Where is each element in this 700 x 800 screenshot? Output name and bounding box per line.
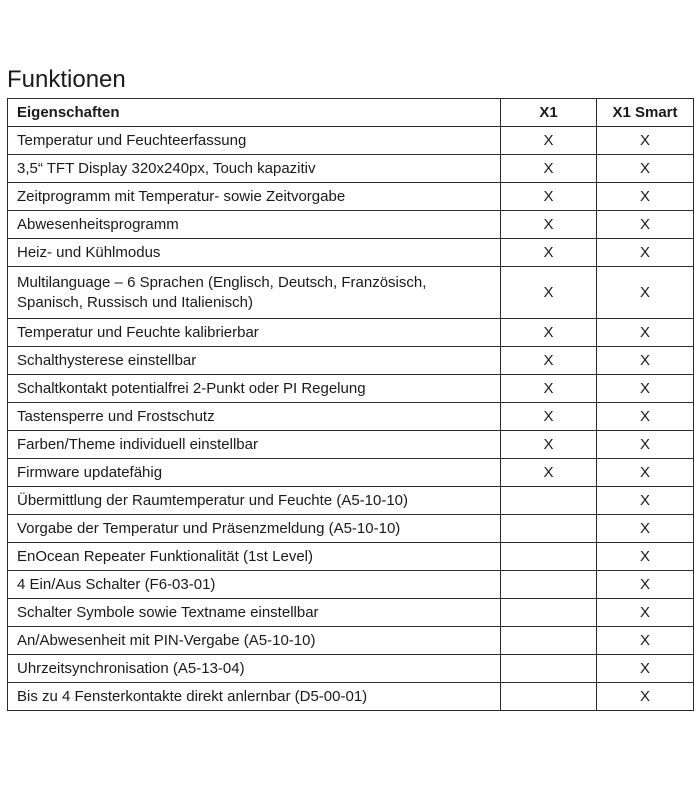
feature-cell: Firmware updatefähig: [8, 459, 501, 487]
features-table: [7, 98, 694, 711]
feature-cell: EnOcean Repeater Funktionalität (1st Level): [8, 543, 501, 571]
x1-mark-cell: X: [501, 403, 597, 431]
x1-mark-cell: X: [501, 347, 597, 375]
x1-smart-mark-cell: X: [597, 599, 694, 627]
feature-cell: Zeitprogramm mit Temperatur- sowie Zeitvorgabe: [8, 183, 501, 211]
x1-mark-cell: X: [501, 459, 597, 487]
feature-cell: An/Abwesenheit mit PIN-Vergabe (A5-10-10): [8, 627, 501, 655]
feature-cell: Uhrzeitsynchronisation (A5-13-04): [8, 655, 501, 683]
table-row: [8, 683, 694, 711]
x1-smart-mark-cell: X: [597, 515, 694, 543]
table-row: [8, 347, 694, 375]
feature-cell: Tastensperre und Frostschutz: [8, 403, 501, 431]
x1-mark-cell: [501, 515, 597, 543]
x1-smart-mark-cell: X: [597, 375, 694, 403]
table-row: [8, 571, 694, 599]
x1-smart-mark-cell: X: [597, 627, 694, 655]
table-row: [8, 655, 694, 683]
table-row: [8, 403, 694, 431]
x1-mark-cell: X: [501, 127, 597, 155]
x1-mark-cell: [501, 627, 597, 655]
feature-cell: Vorgabe der Temperatur und Präsenzmeldung (A5-10-10): [8, 515, 501, 543]
table-row: [8, 319, 694, 347]
feature-cell: Schalthysterese einstellbar: [8, 347, 501, 375]
feature-cell: Heiz- und Kühlmodus: [8, 239, 501, 267]
header-x1-smart: X1 Smart: [597, 99, 694, 127]
table-row: [8, 211, 694, 239]
x1-mark-cell: [501, 599, 597, 627]
section-title: Funktionen: [7, 66, 126, 93]
x1-smart-mark-cell: X: [597, 155, 694, 183]
table-row: [8, 375, 694, 403]
x1-mark-cell: [501, 571, 597, 599]
table-row: [8, 127, 694, 155]
x1-mark-cell: X: [501, 155, 597, 183]
table-row: [8, 543, 694, 571]
feature-cell: Schalter Symbole sowie Textname einstellbar: [8, 599, 501, 627]
feature-cell: Temperatur und Feuchte kalibrierbar: [8, 319, 501, 347]
table-row: [8, 183, 694, 211]
table-row: [8, 267, 694, 319]
x1-smart-mark-cell: X: [597, 431, 694, 459]
x1-mark-cell: X: [501, 319, 597, 347]
x1-smart-mark-cell: X: [597, 487, 694, 515]
feature-cell: 4 Ein/Aus Schalter (F6-03-01): [8, 571, 501, 599]
x1-smart-mark-cell: X: [597, 543, 694, 571]
x1-smart-mark-cell: X: [597, 683, 694, 711]
x1-mark-cell: X: [501, 375, 597, 403]
feature-cell: Multilanguage – 6 Sprachen (Englisch, Deutsch, Französisch, Spanisch, Russisch und Italienisch): [8, 267, 501, 319]
x1-mark-cell: [501, 543, 597, 571]
table-row: [8, 515, 694, 543]
table-header-row: [8, 99, 694, 127]
x1-smart-mark-cell: X: [597, 655, 694, 683]
x1-mark-cell: X: [501, 267, 597, 319]
table-row: [8, 599, 694, 627]
x1-mark-cell: X: [501, 183, 597, 211]
x1-smart-mark-cell: X: [597, 211, 694, 239]
x1-smart-mark-cell: X: [597, 127, 694, 155]
table-row: [8, 431, 694, 459]
table-row: [8, 459, 694, 487]
table-row: [8, 627, 694, 655]
x1-smart-mark-cell: X: [597, 267, 694, 319]
feature-cell: Abwesenheitsprogramm: [8, 211, 501, 239]
table-row: [8, 487, 694, 515]
feature-cell: Farben/Theme individuell einstellbar: [8, 431, 501, 459]
x1-smart-mark-cell: X: [597, 239, 694, 267]
x1-smart-mark-cell: X: [597, 319, 694, 347]
x1-smart-mark-cell: X: [597, 403, 694, 431]
x1-mark-cell: X: [501, 239, 597, 267]
x1-mark-cell: X: [501, 211, 597, 239]
header-x1: X1: [501, 99, 597, 127]
x1-mark-cell: [501, 683, 597, 711]
x1-smart-mark-cell: X: [597, 347, 694, 375]
x1-smart-mark-cell: X: [597, 183, 694, 211]
header-eigenschaften: Eigenschaften: [8, 99, 501, 127]
feature-cell: Temperatur und Feuchteerfassung: [8, 127, 501, 155]
x1-mark-cell: X: [501, 431, 597, 459]
feature-cell: Bis zu 4 Fensterkontakte direkt anlernbar (D5-00-01): [8, 683, 501, 711]
feature-cell: Übermittlung der Raumtemperatur und Feuchte (A5-10-10): [8, 487, 501, 515]
x1-smart-mark-cell: X: [597, 571, 694, 599]
x1-smart-mark-cell: X: [597, 459, 694, 487]
x1-mark-cell: [501, 487, 597, 515]
feature-cell: 3,5“ TFT Display 320x240px, Touch kapazitiv: [8, 155, 501, 183]
feature-cell: Schaltkontakt potentialfrei 2-Punkt oder PI Regelung: [8, 375, 501, 403]
table-row: [8, 239, 694, 267]
table-row: [8, 155, 694, 183]
x1-mark-cell: [501, 655, 597, 683]
